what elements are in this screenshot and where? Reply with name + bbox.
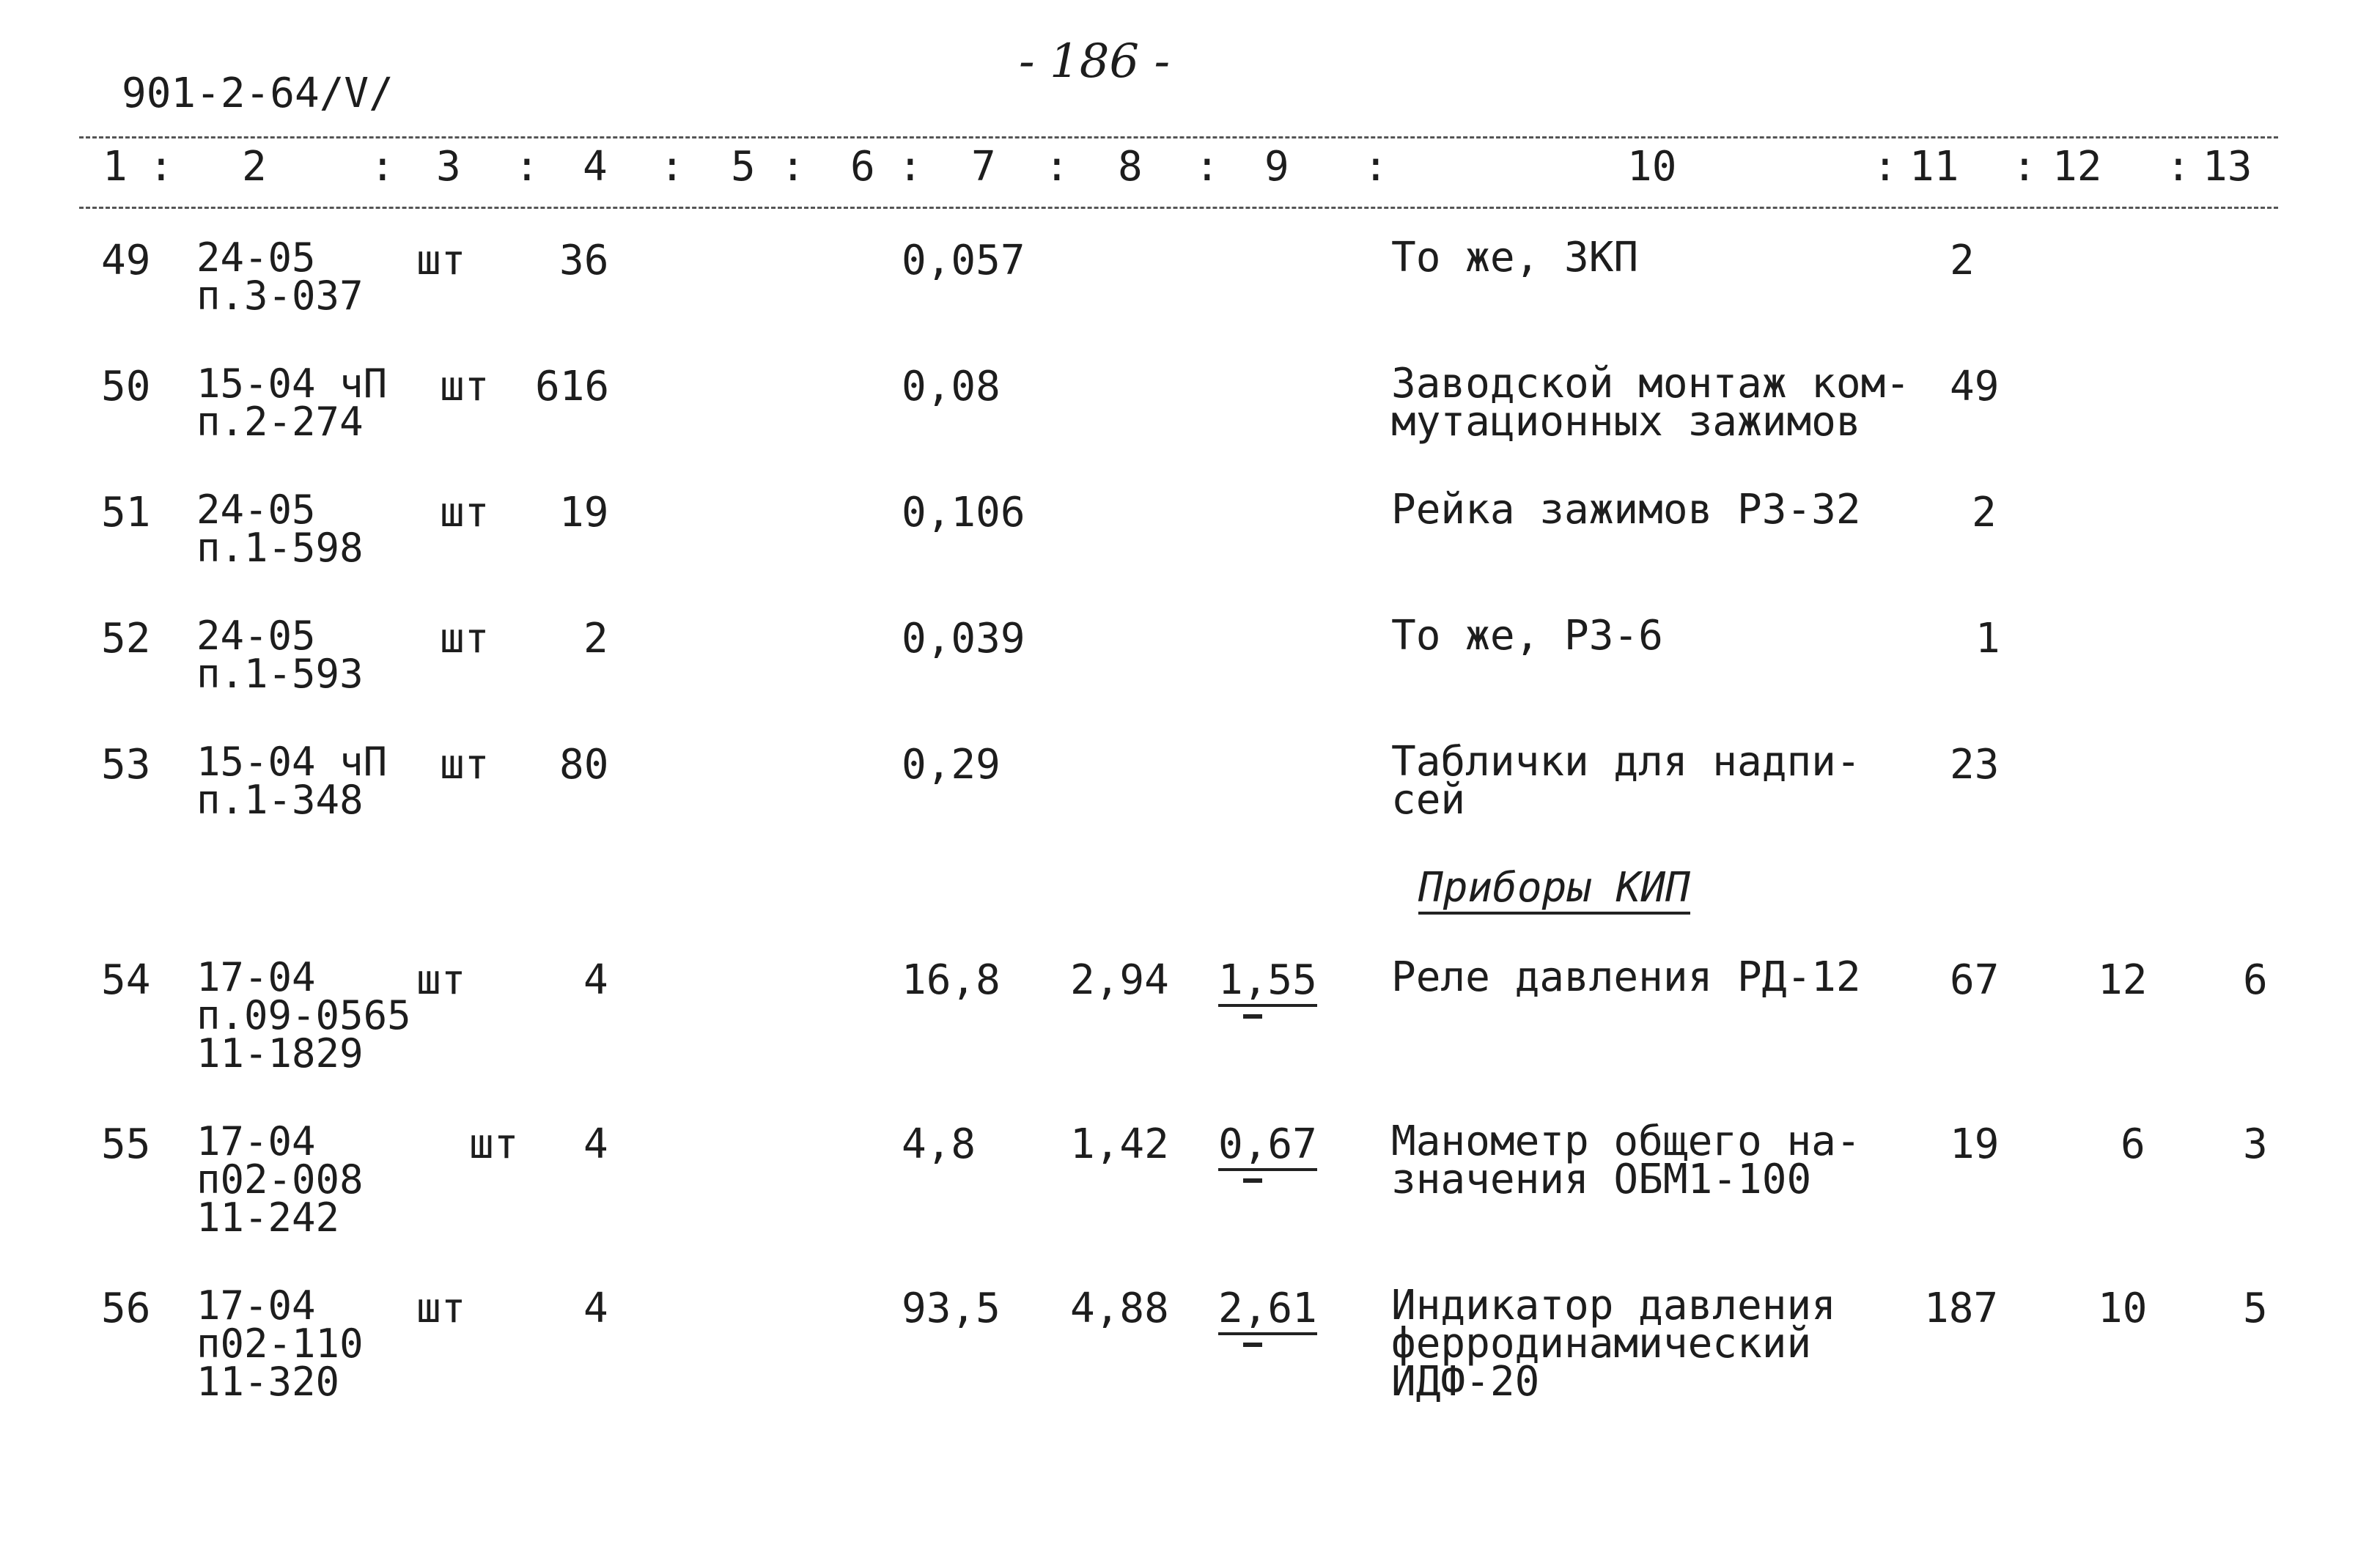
col-7-value: 93,5	[902, 1285, 1001, 1332]
col-header-12: 12	[2052, 143, 2102, 191]
col-separator: :	[2012, 143, 2037, 191]
row-number: 55	[101, 1120, 151, 1168]
col-9-value: 2,61	[1218, 1288, 1317, 1335]
unit: шт	[440, 489, 490, 536]
quantity: 4	[583, 1285, 608, 1332]
dash-mark	[1243, 1014, 1262, 1019]
col-header-13: 13	[2203, 143, 2252, 191]
page-number: - 186 -	[1019, 34, 1171, 89]
unit: шт	[440, 363, 490, 410]
col-12-value: 10	[2098, 1285, 2148, 1332]
dash-mark	[1243, 1178, 1262, 1183]
unit: шт	[440, 741, 490, 789]
item-name: То же, РЗ-6	[1391, 612, 1663, 660]
col-7-value: 0,106	[902, 489, 1025, 536]
quantity: 2	[583, 615, 608, 662]
col-11-value: 49	[1950, 363, 2000, 410]
col-8-value: 2,94	[1070, 956, 1169, 1004]
price-code: 24-05 п.1-593	[196, 613, 364, 697]
unit: шт	[416, 1285, 466, 1332]
price-code: 17-04 п02-110 11-320	[196, 1282, 364, 1405]
col-header-10: 10	[1627, 143, 1677, 191]
col-11-value: 19	[1950, 1120, 2000, 1168]
col-separator: :	[1195, 143, 1220, 191]
col-separator: :	[515, 143, 539, 191]
col-7-value: 16,8	[902, 956, 1001, 1004]
price-code: 24-05 п.1-598	[196, 487, 364, 571]
item-name: Таблички для надпи- сей	[1391, 738, 1861, 824]
col-separator: :	[1363, 143, 1388, 191]
unit: шт	[416, 956, 466, 1004]
col-header-9: 9	[1264, 143, 1289, 191]
col-separator: :	[781, 143, 806, 191]
col-9-value: 1,55	[1218, 960, 1317, 1007]
document-code: 901-2-64/V/	[122, 70, 394, 117]
quantity: 4	[583, 956, 608, 1004]
col-7-value: 4,8	[902, 1120, 976, 1168]
col-11-value: 1	[1975, 615, 2000, 662]
col-separator: :	[370, 143, 395, 191]
col-8-value: 1,42	[1070, 1120, 1169, 1168]
col-separator: :	[898, 143, 923, 191]
quantity: 616	[535, 363, 610, 410]
col-header-11: 11	[1909, 143, 1959, 191]
col-header-1: 1	[103, 143, 128, 191]
row-number: 52	[101, 615, 151, 662]
price-code: 17-04 п.09-0565 11-1829	[196, 954, 411, 1077]
col-header-8: 8	[1118, 143, 1143, 191]
col-13-value: 6	[2243, 956, 2268, 1004]
row-number: 53	[101, 741, 151, 789]
row-number: 56	[101, 1285, 151, 1332]
col-separator: :	[660, 143, 685, 191]
col-header-2: 2	[242, 143, 267, 191]
col-7-value: 0,08	[902, 363, 1001, 410]
item-name: То же, ЗКП	[1391, 234, 1639, 281]
col-header-5: 5	[731, 143, 756, 191]
quantity: 19	[559, 489, 609, 536]
price-code: 15-04 чП п.2-274	[196, 361, 388, 445]
row-number: 50	[101, 363, 151, 410]
row-number: 54	[101, 956, 151, 1004]
col-separator: :	[149, 143, 174, 191]
header-bottom-rule	[79, 207, 2278, 209]
unit: шт	[416, 237, 466, 284]
price-code: 24-05 п.3-037	[196, 235, 364, 319]
col-7-value: 0,057	[902, 237, 1025, 284]
quantity: 80	[559, 741, 609, 789]
col-header-7: 7	[971, 143, 996, 191]
price-code: 15-04 чП п.1-348	[196, 739, 388, 823]
row-number: 49	[101, 237, 151, 284]
item-name: Заводской монтаж ком- мутационных зажимов	[1391, 360, 1911, 446]
col-13-value: 3	[2243, 1120, 2268, 1168]
col-separator: :	[2166, 143, 2191, 191]
col-8-value: 4,88	[1070, 1285, 1169, 1332]
row-number: 51	[101, 489, 151, 536]
item-name: Реле давления РД-12	[1391, 953, 1861, 1001]
col-12-value: 6	[2121, 1120, 2145, 1168]
unit: шт	[440, 615, 490, 662]
col-11-value: 2	[1950, 237, 1975, 284]
col-header-3: 3	[436, 143, 461, 191]
quantity: 4	[583, 1120, 608, 1168]
col-11-value: 187	[1924, 1285, 1999, 1332]
col-7-value: 0,29	[902, 741, 1001, 789]
item-name: Рейка зажимов РЗ-32	[1391, 486, 1861, 534]
col-11-value: 67	[1950, 956, 2000, 1004]
item-name: Манометр общего на- значения ОБМ1-100	[1391, 1118, 1861, 1203]
col-7-value: 0,039	[902, 615, 1025, 662]
col-11-value: 23	[1950, 741, 2000, 789]
item-name: Индикатор давления ферродинамический ИДФ-20	[1391, 1282, 1836, 1406]
header-top-rule	[79, 136, 2278, 139]
col-12-value: 12	[2098, 956, 2148, 1004]
col-header-4: 4	[583, 143, 608, 191]
price-code: 17-04 п02-008 11-242	[196, 1118, 364, 1241]
col-separator: :	[1873, 143, 1898, 191]
section-heading: Приборы КИП	[1418, 868, 1690, 915]
col-9-value: 0,67	[1218, 1124, 1317, 1171]
col-header-6: 6	[850, 143, 875, 191]
unit: шт	[469, 1120, 519, 1168]
col-11-value: 2	[1972, 489, 1997, 536]
dash-mark	[1243, 1343, 1262, 1347]
col-13-value: 5	[2243, 1285, 2268, 1332]
col-separator: :	[1045, 143, 1069, 191]
quantity: 36	[559, 237, 609, 284]
